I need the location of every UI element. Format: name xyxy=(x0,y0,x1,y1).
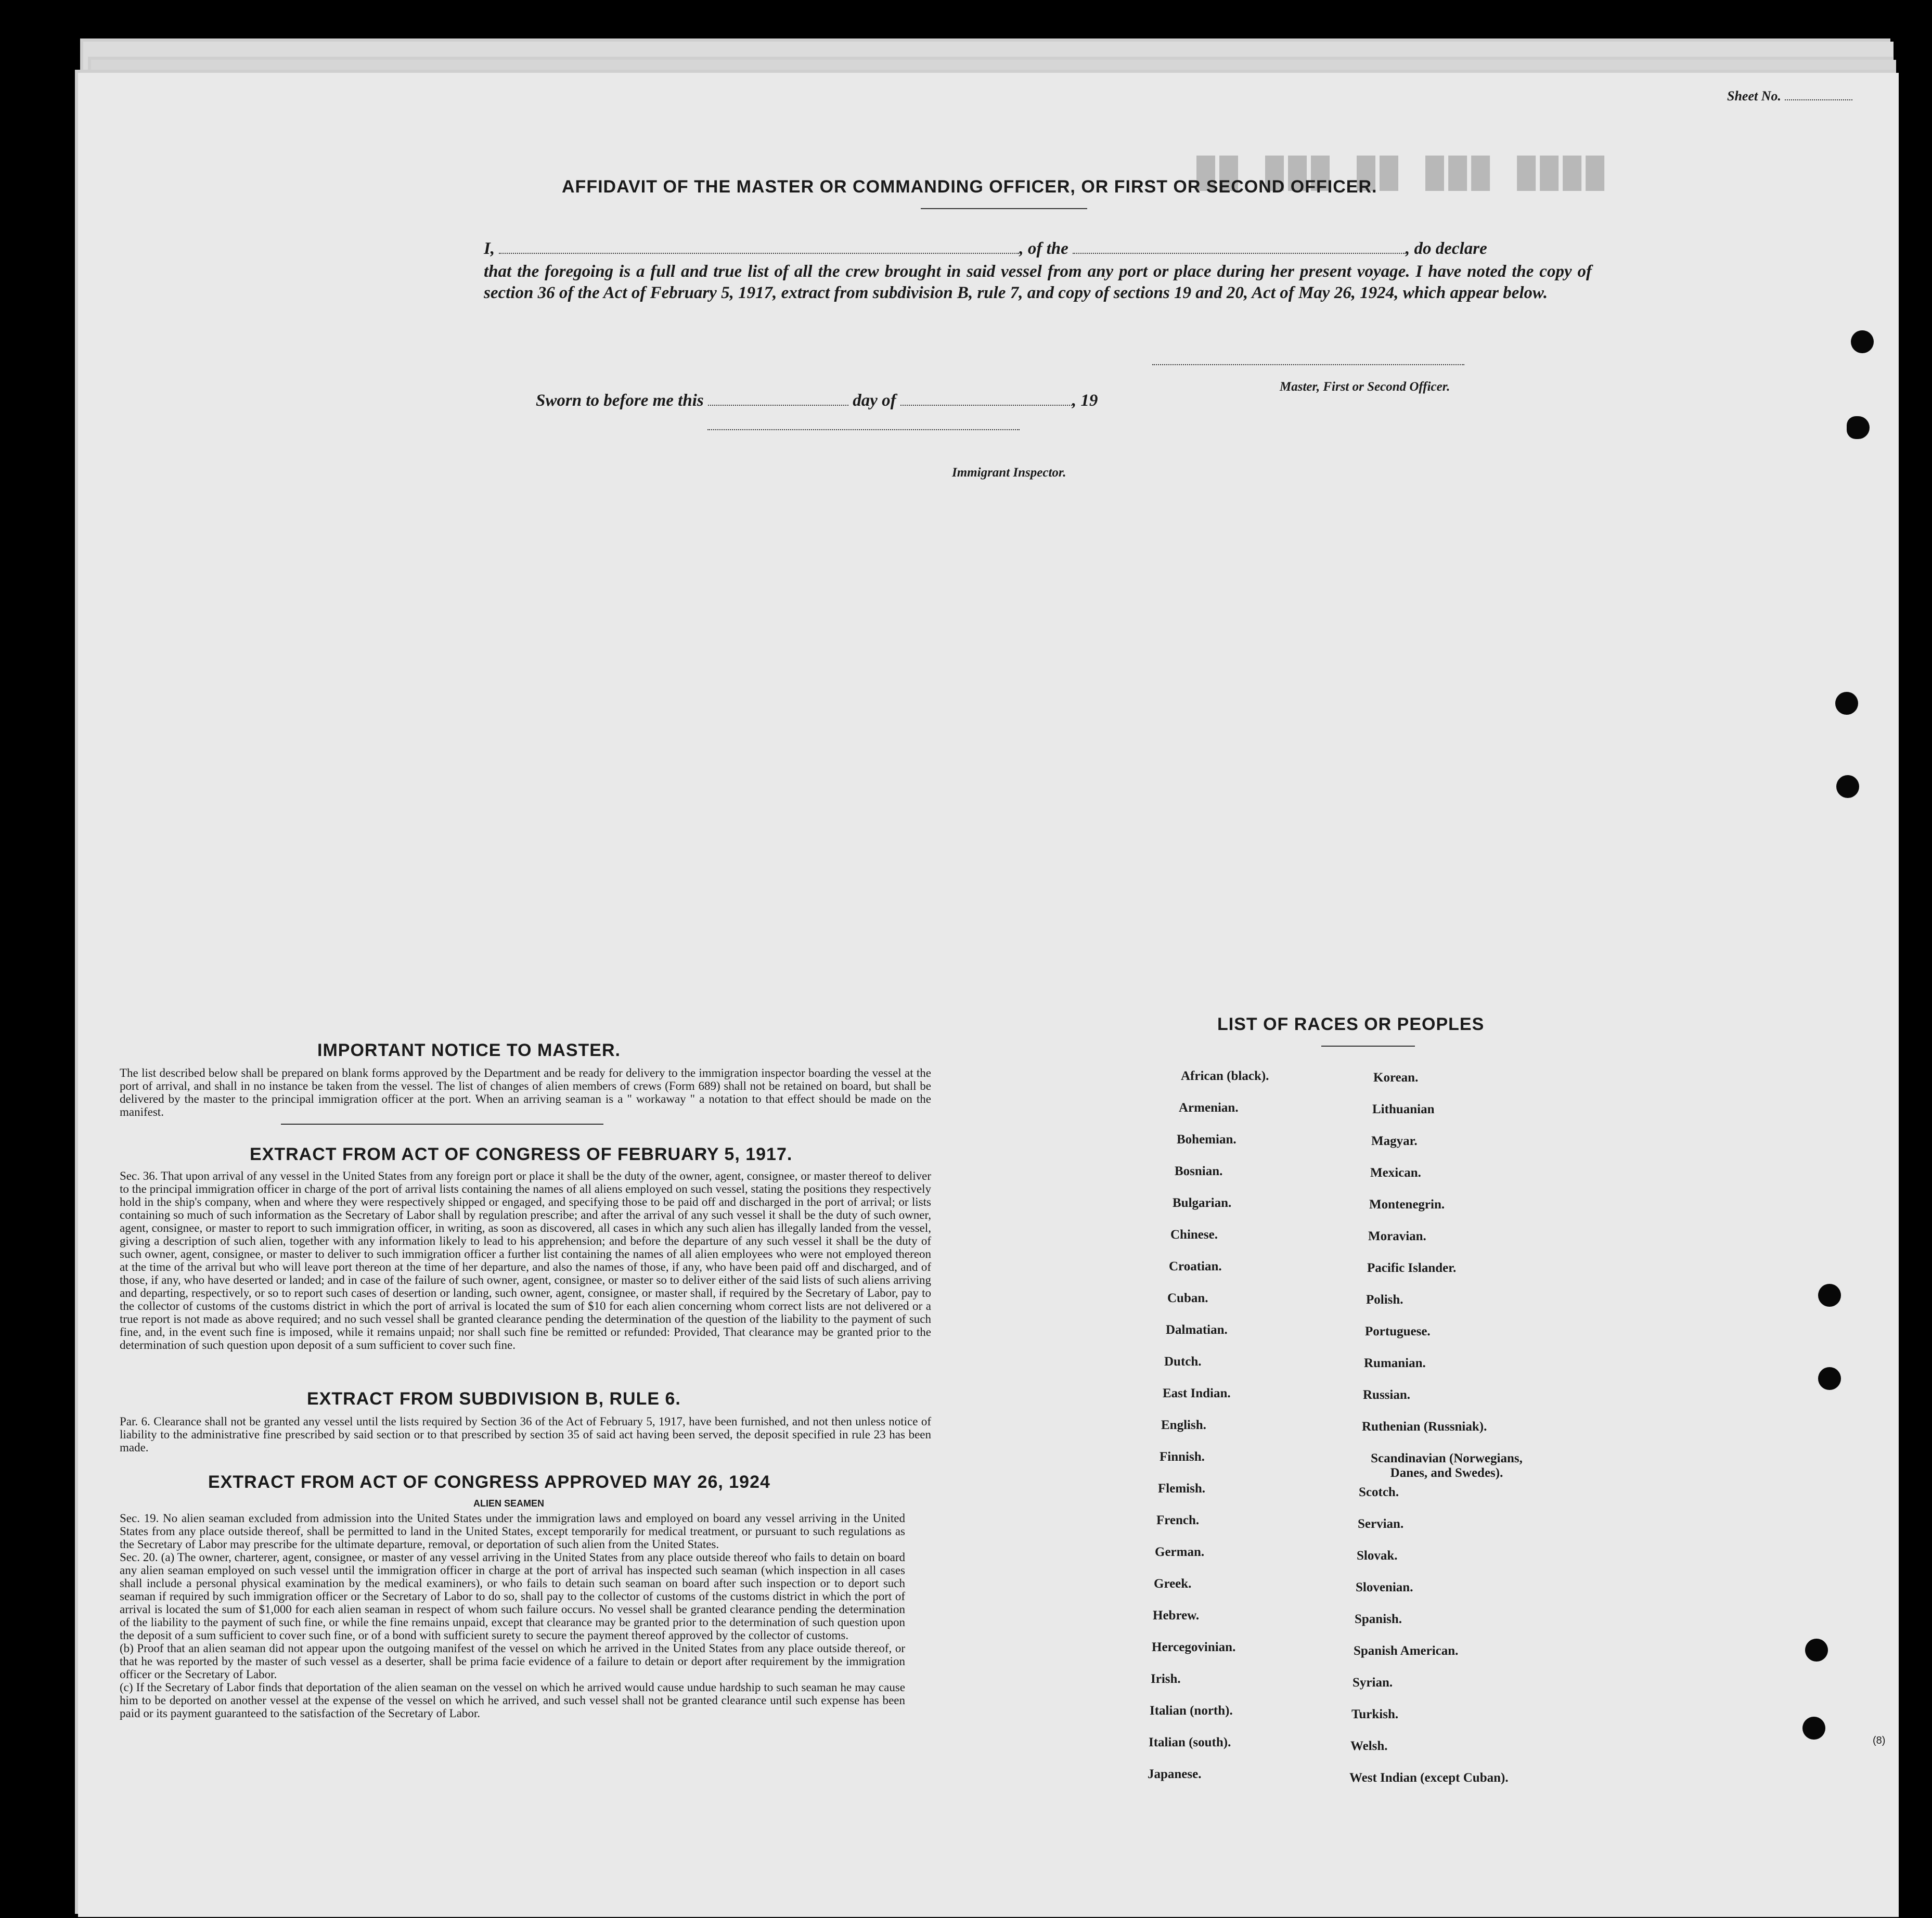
vessel-name-blank xyxy=(1073,253,1406,254)
race-item: Magyar. xyxy=(1371,1134,1418,1148)
race-item: Moravian. xyxy=(1368,1229,1426,1243)
section-20c-text: (c) If the Secretary of Labor finds that deportation of the alien seaman on the vessel on which he arrived would cause undue hardship to such seaman he may cause him to be deported on another vessel at the expense of the vessel on which he arrived, and such vessel shall not be granted clearance until such expense has been paid or its payment guaranteed to the satisfaction of the Secretary of Labor. xyxy=(120,1681,905,1720)
sheet-number-label xyxy=(1727,88,1852,104)
sworn-year: , 19 xyxy=(1072,391,1098,410)
race-item: English. xyxy=(1161,1418,1206,1432)
binder-hole xyxy=(1851,330,1874,353)
race-item: Portuguese. xyxy=(1365,1324,1431,1338)
race-item: Armenian. xyxy=(1179,1101,1239,1115)
race-item: Syrian. xyxy=(1353,1676,1393,1690)
notice-rule xyxy=(281,1124,603,1125)
binder-hole xyxy=(1802,1717,1825,1740)
extract-1924-body xyxy=(120,1512,905,1720)
master-name-blank xyxy=(499,253,1019,254)
races-title: LIST OF RACES OR PEOPLES xyxy=(1217,1014,1485,1034)
races-title-rule xyxy=(1321,1046,1415,1047)
extract-1924-title: EXTRACT FROM ACT OF CONGRESS APPROVED MAY 26, 1924 xyxy=(208,1472,770,1492)
race-item: East Indian. xyxy=(1163,1386,1231,1400)
race-item: Welsh. xyxy=(1350,1739,1388,1753)
signature-label: Master, First or Second Officer. xyxy=(1280,380,1450,394)
race-item: Chinese. xyxy=(1170,1228,1218,1242)
race-item: Bulgarian. xyxy=(1173,1196,1232,1210)
corner-form-mark: (8) xyxy=(1873,1735,1886,1746)
sworn-text: Sworn to before me this xyxy=(536,391,704,410)
race-item: Spanish. xyxy=(1355,1612,1402,1626)
front-sheet xyxy=(78,73,1899,1917)
race-item: Italian (north). xyxy=(1150,1704,1233,1718)
binder-hole xyxy=(1818,1367,1841,1390)
inspector-label: Immigrant Inspector. xyxy=(952,466,1066,480)
race-item: Hebrew. xyxy=(1153,1608,1200,1623)
affidavit-declaration-line xyxy=(484,239,1592,259)
race-item: Servian. xyxy=(1358,1517,1404,1531)
section-20a-text: Sec. 20. (a) The owner, charterer, agent, consignee, or master of any vessel arriving in the United States from any place outside thereof who fails to detain on board any alien seaman employed on such vessel until the immigration officer in charge at the port of arrival has inspected such seaman (which inspection in all cases shall include a personal physical examination by the medical examiners), or who fails to detain such seaman on board after such inspection or to deport such seaman if required by such immigration officer or the Secretary of Labor to do so, shall pay to the collector of customs of the customs district in which the port of arrival is located the sum of $1,000 for each alien seaman in respect of whom such failure occurs. No vessel shall be granted clearance pending the determination of the liability to the payment of such fine, or while the fine remains unpaid, except that clearance may be granted prior to the determination of such question upon the deposit of a sum sufficient to cover such fine, or of a bond with sufficient surety to secure the payment thereof approved by the collector of customs. xyxy=(120,1551,905,1642)
race-item: French. xyxy=(1156,1513,1200,1527)
race-item: Slovenian. xyxy=(1356,1580,1413,1594)
race-item: Hercegovinian. xyxy=(1152,1640,1236,1654)
race-item: Cuban. xyxy=(1167,1291,1208,1305)
sworn-day-of: day of xyxy=(853,391,896,410)
race-item: West Indian (except Cuban). xyxy=(1349,1771,1509,1785)
race-item: Flemish. xyxy=(1158,1482,1205,1496)
sworn-line xyxy=(536,391,1212,410)
signature-blank xyxy=(1152,364,1464,365)
race-item: Scandinavian (Norwegians, Danes, and Swedes). xyxy=(1371,1451,1523,1480)
binder-hole xyxy=(1836,775,1859,798)
affidavit-body: that the foregoing is a full and true list of all the crew brought in said vessel from any port or place during her present voyage. I have noted the copy of section 36 of the Act of February 5, 1917, extract from subdivision B, rule 7, and copy of sections 19 and 20, Act of May 26, 1924, which appear below. xyxy=(484,262,1592,302)
race-item: Ruthenian (Russniak). xyxy=(1362,1420,1487,1434)
affidavit-i: I, xyxy=(484,239,495,258)
race-item: Bohemian. xyxy=(1177,1132,1237,1147)
race-item: Lithuanian xyxy=(1372,1102,1435,1116)
sheet-number-text: Sheet No. xyxy=(1727,88,1781,104)
race-item: Bosnian. xyxy=(1175,1164,1223,1178)
race-item: Greek. xyxy=(1154,1577,1192,1591)
bleed-through-heading: ██ ███ ██ ███ ████ xyxy=(1196,156,1609,191)
race-item: Mexican. xyxy=(1370,1166,1421,1180)
sheet-number-line xyxy=(1785,99,1852,100)
affidavit-do-declare: , do declare xyxy=(1406,239,1487,258)
extract-1917-title: EXTRACT FROM ACT OF CONGRESS OF FEBRUARY 5, 1917. xyxy=(250,1144,793,1164)
race-item: Japanese. xyxy=(1148,1767,1202,1781)
section-19-text: Sec. 19. No alien seaman excluded from admission into the United States under the immigration laws and employed on board any vessel arriving in the United States from any place outside thereof, shall be permitted to land in the United States, except temporarily for medical treatment, or pursuant to such regulations as the Secretary of Labor may prescribe for the ultimate departure, removal, or deportation of such alien from the United States. xyxy=(120,1512,905,1551)
race-item: African (black). xyxy=(1181,1069,1269,1083)
race-item: Dalmatian. xyxy=(1166,1323,1228,1337)
race-item: Finnish. xyxy=(1160,1450,1205,1464)
race-item: Dutch. xyxy=(1164,1355,1202,1369)
notice-text: The list described below shall be prepared on blank forms approved by the Department and be ready for delivery to the immigration inspector boarding the vessel at the port of arrival, and shall in no instance be taken from the vessel. The list of changes of alien members of crews (Form 689) shall not be retained on board, but shall be delivered by the master to the principal immigration officer at the port. When an arriving seaman is a " workaway " a notation to that effect should be made on the manifest. xyxy=(120,1066,931,1118)
rule6-title: EXTRACT FROM SUBDIVISION B, RULE 6. xyxy=(307,1389,681,1409)
binder-hole xyxy=(1805,1639,1828,1662)
affidavit-of-the: , of the xyxy=(1019,239,1068,258)
race-item: Spanish American. xyxy=(1354,1644,1459,1658)
section-20b-text: (b) Proof that an alien seaman did not appear upon the outgoing manifest of the vessel on which he arrived in the United States from any place outside thereof, or that he was reported by the master of such vessel as a deserter, shall be prima facie evidence of a failure to detain or deport after requirement by the immigration officer or the Secretary of Labor. xyxy=(120,1642,905,1681)
sworn-day-blank xyxy=(708,405,848,406)
binder-hole xyxy=(1818,1284,1841,1307)
rule6-text: Par. 6. Clearance shall not be granted any vessel until the lists required by Section 36 of the Act of February 5, 1917, have been furnished, and not then unless notice of liability to the administrative fine prescribed by said section or to that prescribed by section 35 of said act having been served, the deposit specified in rule 23 has been made. xyxy=(120,1415,931,1454)
race-item: Irish. xyxy=(1151,1672,1181,1686)
race-item: Pacific Islander. xyxy=(1367,1261,1457,1275)
affidavit-title-rule xyxy=(921,208,1087,209)
race-item: Croatian. xyxy=(1169,1259,1222,1273)
affidavit-title: AFFIDAVIT OF THE MASTER OR COMMANDING OFFICER, OR FIRST OR SECOND OFFICER. xyxy=(562,177,1377,197)
sworn-month-blank xyxy=(900,405,1072,406)
race-item: Scotch. xyxy=(1359,1485,1399,1499)
binder-hole xyxy=(1835,692,1858,715)
binder-hole xyxy=(1847,416,1870,439)
race-item: Rumanian. xyxy=(1364,1356,1426,1370)
extract-1917-text: Sec. 36. That upon arrival of any vessel in the United States from any foreign port or place it shall be the duty of the owner, agent, consignee, or master thereof to deliver to the principal immigration officer in charge of the port of arrival lists containing the names of all aliens employed on such vessel, stating the positions they respectively hold in the ship's company, when and where they were respectively shipped or engaged, and specifying those to be paid off and discharged in the port of arrival; or lists containing so much of such information as the Secretary of Labor shall by regulation prescribe; and after the arrival of any such vessel it shall be the duty of such owner, agent, consignee, or master to report to such immigration officer, in writing, as soon as discovered, all cases in which any such alien has illegally landed from the vessel, giving a description of such alien, together with any information likely to lead to his apprehension; and before the departure of any such vessel it shall be the duty of such owner, agent, consignee, or master to deliver to such immigration officer a further list containing the names of all alien employees who were not employed thereon at the time of the arrival but who will leave port thereon at the time of her departure, and also the names of those, if any, who have been paid off and discharged, and of those, if any, who have deserted or landed; and in case of the failure of such owner, agent, consignee, or master so to deliver either of the said lists of such aliens arriving and departing, respectively, or so to report such cases of desertion or landing, such owner, agent, consignee, or master shall, if required by the Secretary of Labor, pay to the collector of customs of the customs district in which the port of arrival is located the sum of $10 for each alien concerning whom correct lists are not delivered or a true report is not made as above required; and no such vessel shall be granted clearance pending the determination of the question of the liability to the payment of such fine, and, in the event such fine is imposed, while it remains unpaid; nor shall such fine be remitted or refunded: Provided, That clearance may be granted prior to the determination of such question upon deposit of a sum sufficient to cover such fine. xyxy=(120,1169,931,1351)
race-item: Montenegrin. xyxy=(1369,1198,1445,1212)
race-item: Russian. xyxy=(1363,1388,1411,1402)
inspector-blank xyxy=(707,429,1020,430)
race-item: Italian (south). xyxy=(1149,1735,1231,1749)
race-item: Slovak. xyxy=(1357,1549,1398,1563)
race-item: Turkish. xyxy=(1351,1707,1399,1721)
race-item: Korean. xyxy=(1373,1071,1419,1085)
alien-seamen-subtitle: ALIEN SEAMEN xyxy=(473,1498,545,1509)
notice-title: IMPORTANT NOTICE TO MASTER. xyxy=(317,1040,621,1060)
race-item: German. xyxy=(1155,1545,1205,1559)
race-item: Polish. xyxy=(1366,1293,1403,1307)
